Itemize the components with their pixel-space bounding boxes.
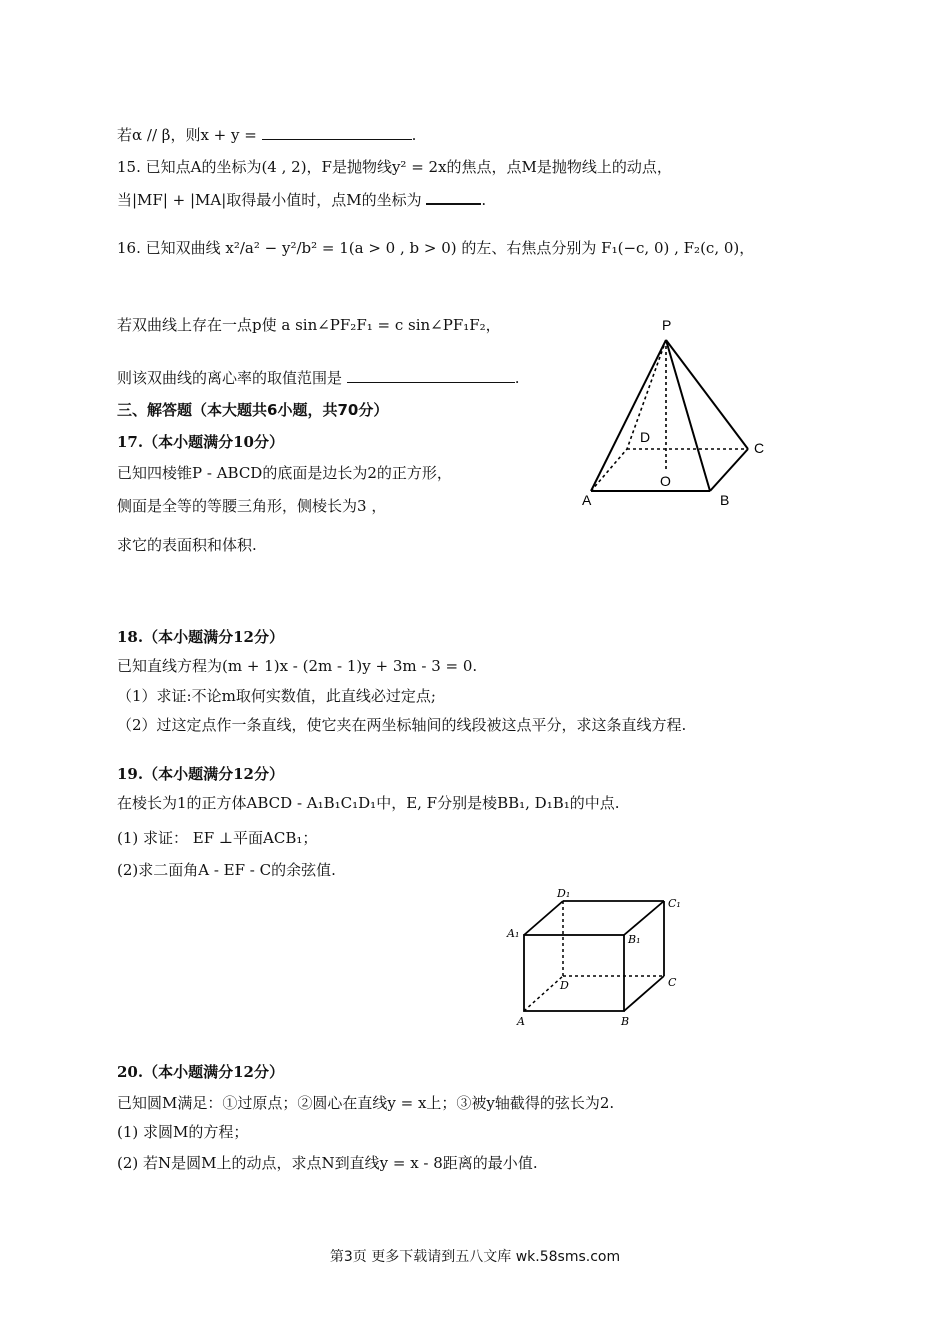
q17-line2: 侧面是全等的等腰三角形，侧棱长为3 ， — [117, 497, 387, 515]
front-face — [524, 935, 624, 1011]
edge-AD-hidden — [524, 976, 563, 1011]
label-B: B — [720, 492, 730, 508]
label-D1: D₁ — [557, 887, 571, 900]
q20-line1: 已知圆M满足：①过原点；②圆心在直线y = x上；③被y轴截得的弦长为2. — [117, 1094, 615, 1112]
label-O: O — [660, 473, 671, 489]
label-B: B — [621, 1015, 630, 1028]
edge-BC — [624, 976, 664, 1011]
edge-PB — [666, 340, 710, 491]
answer-blank-14[interactable] — [262, 124, 412, 140]
label-P: P — [662, 317, 672, 333]
q17-heading: 17.（本小题满分10分） — [117, 433, 284, 451]
label-A: A — [517, 1015, 525, 1028]
q15-line1: 15. 已知点A的坐标为(4 , 2)，F是抛物线y² = 2x的焦点，点M是抛物线上的动点， — [117, 158, 672, 176]
cube-figure — [505, 885, 695, 1030]
q20-line2: (1) 求圆M的方程； — [117, 1123, 249, 1141]
page-footer: 第3页 更多下载请到五八文库 wk.58sms.com — [329, 1249, 621, 1265]
q17-line1: 已知四棱锥P - ABCD的底面是边长为2的正方形， — [117, 464, 452, 482]
edge-BC — [710, 449, 748, 491]
label-C1: C₁ — [668, 897, 681, 910]
q18-line3: （2）过这定点作一条直线，使它夹在两坐标轴间的线段被这点平分，求这条直线方程. — [117, 716, 687, 734]
q16-line2: 若双曲线上存在一点p使 a sin∠PF₂F₁ = c sin∠PF₁F₂， — [117, 316, 501, 334]
answer-blank-15[interactable] — [426, 188, 481, 205]
q19-line3: (2)求二面角A - EF - C的余弦值. — [117, 861, 336, 879]
q20-heading: 20.（本小题满分12分） — [117, 1063, 284, 1081]
section-heading-3: 三、解答题（本大题共6小题，共70分） — [117, 401, 389, 419]
edge-PA — [591, 340, 666, 491]
pyramid-figure — [570, 310, 780, 515]
q19-line2: (1) 求证： EF ⊥平面ACB₁； — [117, 829, 318, 847]
answer-blank-16[interactable] — [347, 367, 515, 383]
q16-line1: 16. 已知双曲线 x²/a² − y²/b² = 1(a > 0 , b > 0) 的左、右焦点分别为 F₁(−c, 0) , F₂(c, 0)， — [117, 239, 755, 257]
label-A1: A₁ — [507, 927, 520, 940]
label-C: C — [754, 440, 765, 456]
label-B1: B₁ — [628, 933, 641, 946]
label-D: D — [640, 429, 651, 445]
q16-line3: 则该双曲线的离心率的取值范围是 . — [117, 369, 520, 387]
label-A: A — [582, 492, 592, 508]
label-C: C — [668, 976, 677, 989]
q18-line2: （1）求证:不论m取何实数值，此直线必过定点; — [117, 687, 436, 705]
edge-B1C1 — [624, 901, 664, 935]
q15-line2: 当|MF| + |MA|取得最小值时，点M的坐标为 . — [117, 188, 486, 210]
q19-heading: 19.（本小题满分12分） — [117, 765, 284, 783]
edge-PC — [666, 340, 748, 449]
edge-A1D1 — [524, 901, 563, 935]
label-D: D — [560, 979, 569, 992]
q18-heading: 18.（本小题满分12分） — [117, 628, 284, 646]
q17-line3: 求它的表面积和体积. — [117, 536, 257, 554]
q20-line3: (2) 若N是圆M上的动点，求点N到直线y = x - 8距离的最小值. — [117, 1154, 538, 1172]
q18-line1: 已知直线方程为(m + 1)x - (2m - 1)y + 3m - 3 = 0. — [117, 657, 478, 675]
q19-line1: 在棱长为1的正方体ABCD - A₁B₁C₁D₁中，E, F分别是棱BB₁, D₁B₁的中点. — [117, 794, 620, 812]
line-alpha-beta: 若α // β，则x + y = . — [117, 126, 417, 144]
